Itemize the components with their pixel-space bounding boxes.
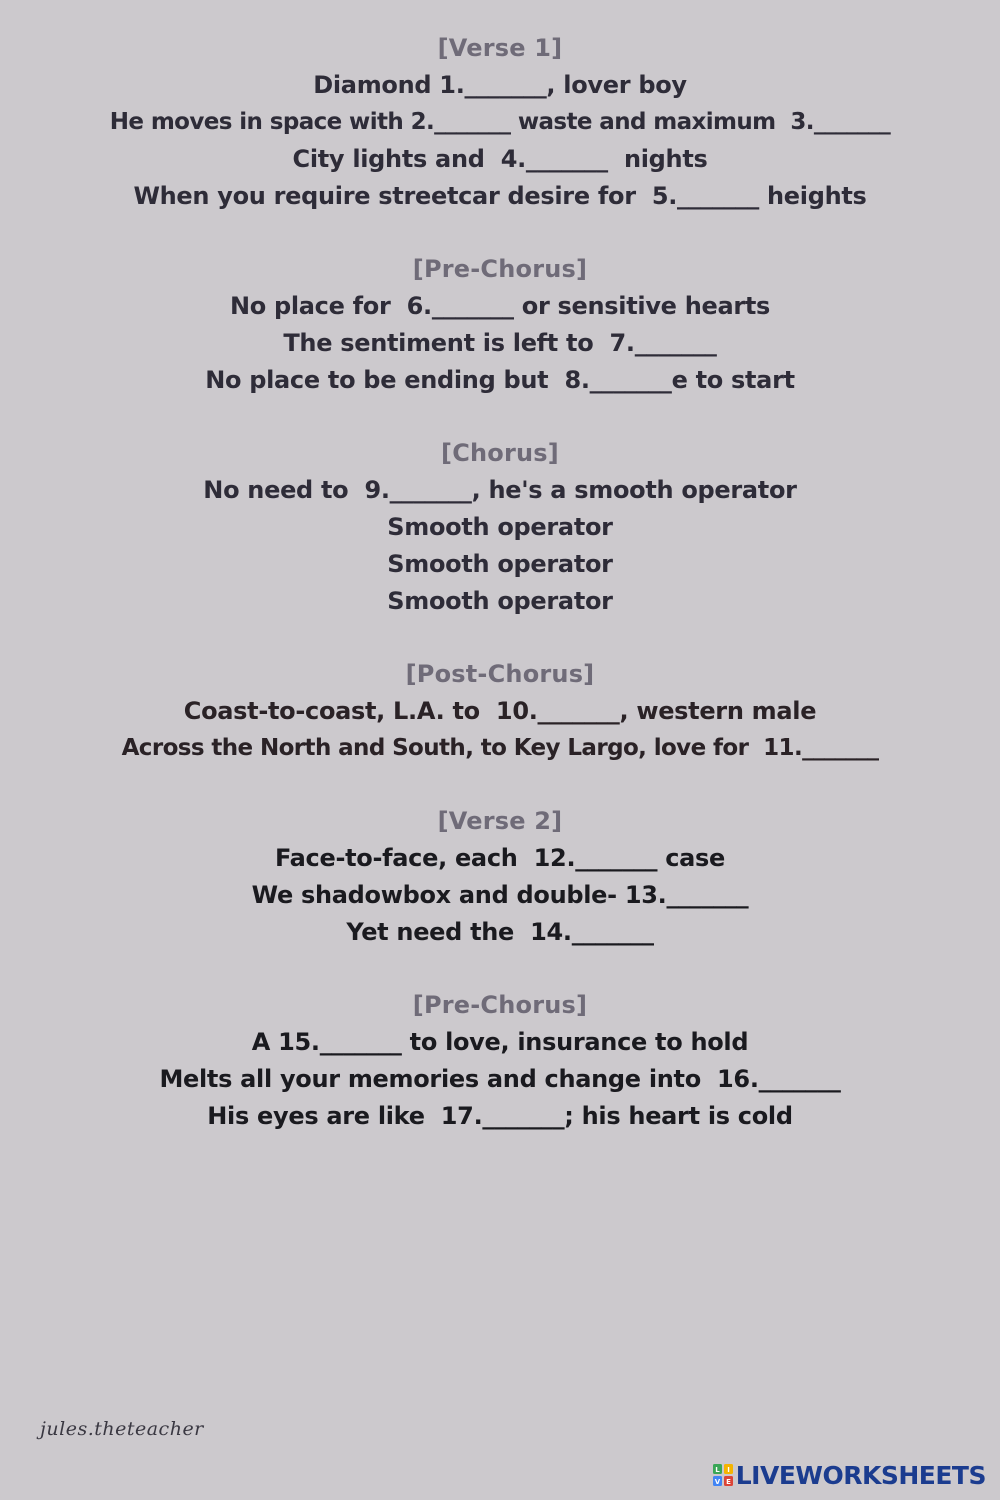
brand-wordmark[interactable]: LIVEWORKSHEETS <box>735 1460 986 1490</box>
section-pre-chorus-1 <box>0 251 1000 399</box>
section-heading: [Verse 2] <box>437 807 563 835</box>
section-heading: [Pre-Chorus] <box>412 991 588 1019</box>
lyric-line: His eyes are like 17._______; his heart is cold <box>207 1102 793 1130</box>
section-heading: [Post-Chorus] <box>405 660 595 688</box>
section-chorus <box>0 435 1000 620</box>
section-pre-chorus-2 <box>0 987 1000 1135</box>
lyric-line: Smooth operator <box>387 587 613 615</box>
svg-text:I: I <box>726 1466 730 1474</box>
lyric-line: When you require streetcar desire for 5._______ heights <box>133 182 867 210</box>
lyric-line: Diamond 1._______, lover boy <box>313 71 687 99</box>
lyric-line: No need to 9._______, he's a smooth operator <box>203 476 797 504</box>
lyric-line: Coast-to-coast, L.A. to 10._______, western male <box>183 697 817 725</box>
svg-text:L: L <box>715 1466 720 1474</box>
liveworksheets-brand[interactable] <box>713 1460 986 1490</box>
svg-text:V: V <box>714 1478 720 1486</box>
section-heading: [Pre-Chorus] <box>412 255 588 283</box>
lyric-line: Across the North and South, to Key Largo, love for 11._______ <box>121 735 879 761</box>
section-verse-1 <box>0 30 1000 215</box>
section-verse-2 <box>0 803 1000 951</box>
lyric-line: Melts all your memories and change into 16._______ <box>159 1065 841 1093</box>
lyric-line: Face-to-face, each 12._______ case <box>274 844 726 872</box>
section-post-chorus <box>0 656 1000 767</box>
author-signature: jules.theteacher <box>40 1418 204 1440</box>
lyric-line: Yet need the 14._______ <box>346 918 654 946</box>
lyric-line: Smooth operator <box>387 550 613 578</box>
lyric-line: No place for 6._______ or sensitive hearts <box>229 292 771 320</box>
lyric-line: We shadowbox and double- 13._______ <box>251 881 749 909</box>
section-heading: [Chorus] <box>441 439 559 467</box>
lyrics-worksheet <box>0 30 1000 1171</box>
lyric-line: The sentiment is left to 7._______ <box>283 329 717 357</box>
section-heading: [Verse 1] <box>437 34 563 62</box>
lyric-line: He moves in space with 2._______ waste and maximum 3._______ <box>109 109 891 135</box>
svg-text:E: E <box>725 1478 731 1486</box>
lyric-line: A 15._______ to love, insurance to hold <box>251 1028 749 1056</box>
lyric-line: City lights and 4._______ nights <box>292 145 708 173</box>
lyric-line: No place to be ending but 8._______e to start <box>205 366 795 394</box>
liveworksheets-logo-icon <box>713 1464 733 1486</box>
lyric-line: Smooth operator <box>387 513 613 541</box>
